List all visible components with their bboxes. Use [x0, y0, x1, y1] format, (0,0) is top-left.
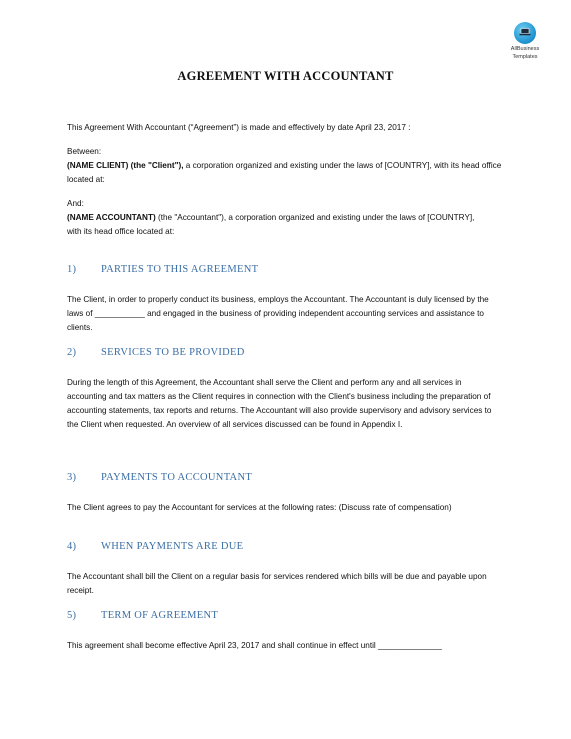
and-label: And: [67, 199, 84, 208]
section-1-title: PARTIES TO THIS AGREEMENT [101, 264, 259, 275]
section-2-body: During the length of this Agreement, the Accountant shall serve the Client and perform any and all services in accounting and tax matters as the Client requires in connection with the Client's business including the preparation of accounting statements, tax reports and returns. The Accountant will also provide supervisory and advisory services to the Client when requested. An overview of all services discussed can be found in Appendix I. [67, 378, 492, 429]
allbusiness-templates-logo [505, 22, 545, 60]
section-3-title: PAYMENTS TO ACCOUNTANT [101, 472, 253, 483]
section-5-title: TERM OF AGREEMENT [101, 610, 219, 621]
section-4-number: 4) [67, 541, 77, 552]
section-1-heading [67, 264, 258, 275]
client-party-paragraph [67, 159, 507, 187]
section-5-heading [67, 610, 218, 621]
section-3-heading [67, 472, 252, 483]
section-2-number: 2) [67, 347, 77, 358]
between-label: Between: [67, 147, 102, 156]
document-title: AGREEMENT WITH ACCOUNTANT [177, 69, 394, 83]
section-3-number: 3) [67, 472, 77, 483]
client-party-name: (NAME CLIENT) (the "Client"), [67, 161, 184, 170]
logo-line-1: AllBusiness [510, 46, 540, 52]
accountant-party-paragraph [67, 211, 487, 239]
intro-paragraph: This Agreement With Accountant (“Agreement”) is made and effectively by date April 23, 2017 : [67, 123, 411, 132]
accountant-party-text: (the "Accountant"), a corporation organized and existing under the laws of [COUNTRY], with its head office located at: [67, 213, 475, 236]
section-2-title: SERVICES TO BE PROVIDED [101, 347, 245, 358]
section-5-body: This agreement shall become effective April 23, 2017 and shall continue in effect until ______________ [67, 641, 442, 650]
section-4-body: The Accountant shall bill the Client on a regular basis for services rendered which bills will be due and payable upon receipt. [67, 572, 487, 595]
accountant-party-name: (NAME ACCOUNTANT) [67, 213, 156, 222]
laptop-icon [514, 22, 536, 44]
logo-line-2: Templates [512, 54, 538, 60]
client-party-text: a corporation organized and existing under the laws of [COUNTRY], with its head office located at: [67, 161, 502, 184]
section-2-heading [67, 347, 245, 358]
section-1-number: 1) [67, 264, 77, 275]
section-4-title: WHEN PAYMENTS ARE DUE [101, 541, 244, 552]
section-3-body: The Client agrees to pay the Accountant for services at the following rates: (Discuss rate of compensation) [67, 503, 452, 512]
section-1-body: The Client, in order to properly conduct its business, employs the Accountant. The Accountant is duly licensed by the laws of ___________ and engaged in the business of providing independent accounting services and assistance to clients. [67, 295, 489, 332]
section-4-heading [67, 541, 243, 552]
section-5-number: 5) [67, 610, 77, 621]
